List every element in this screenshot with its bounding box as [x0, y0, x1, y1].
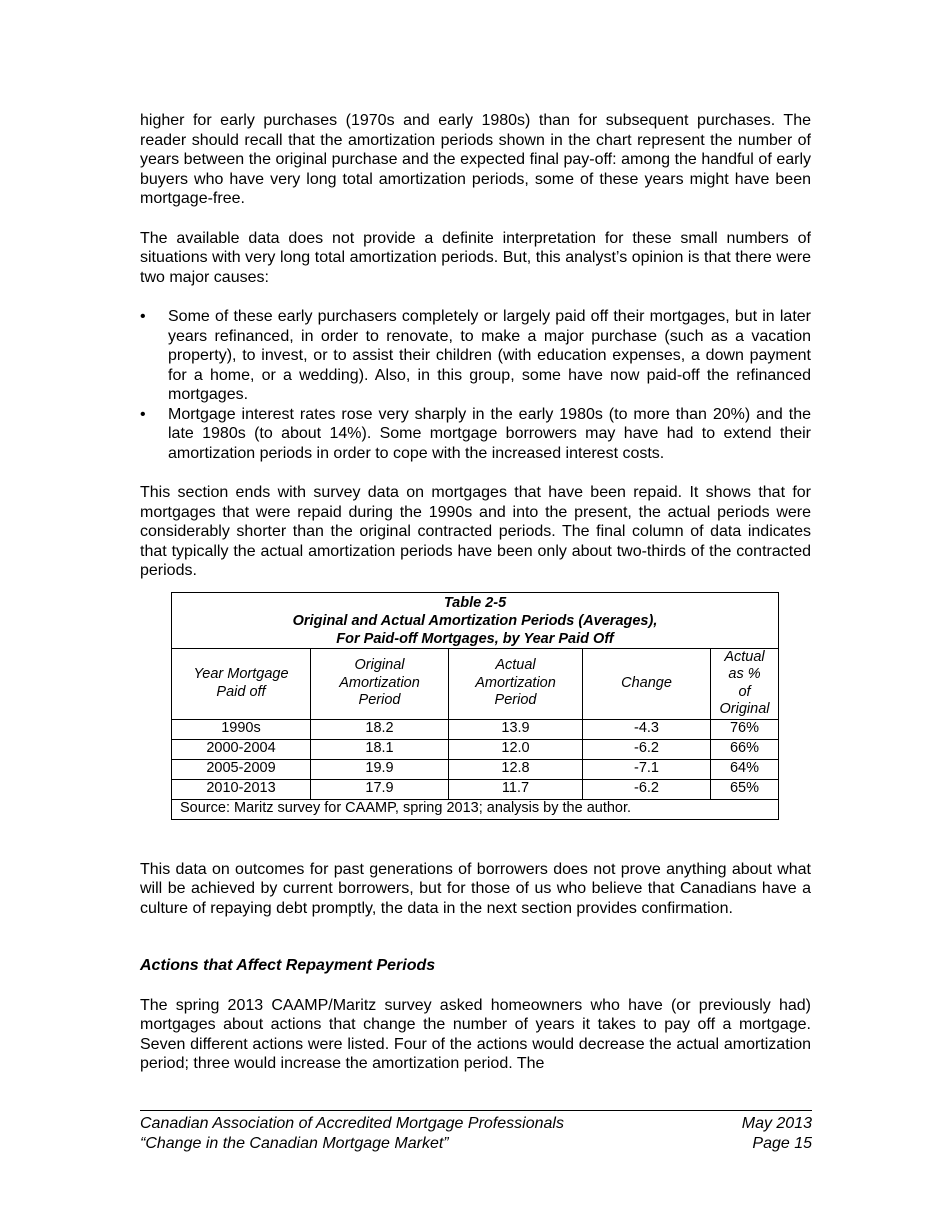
section-heading: Actions that Affect Repayment Periods	[140, 957, 436, 974]
footer-report-title: “Change in the Canadian Mortgage Market”	[140, 1134, 449, 1152]
paragraph-repaid-mortgages: This section ends with survey data on mortgages that have been repaid. It shows that for mortgages that were repaid during the 1990s and into the present, the actual periods were considerably shorter than the original contracted periods. The final column of data indicates that typically the actual amortization periods have been only about two-thirds of the contracted periods.	[140, 484, 811, 579]
column-header-original: Original Amortization Period	[311, 648, 449, 719]
cell-year: 2000-2004	[172, 739, 311, 759]
cell-year: 2010-2013	[172, 779, 311, 799]
cell-actual: 12.0	[449, 739, 583, 759]
cell-year: 1990s	[172, 719, 311, 739]
cell-original: 19.9	[311, 759, 449, 779]
table-title: Original and Actual Amortization Periods (Averages),	[292, 612, 658, 629]
cell-change: -7.1	[583, 759, 711, 779]
column-header-year: Year Mortgage Paid off	[172, 648, 311, 719]
column-header-percent: Actual as % of Original	[711, 648, 779, 719]
table-source: Source: Maritz survey for CAAMP, spring 2013; analysis by the author.	[172, 799, 779, 819]
cell-original: 18.2	[311, 719, 449, 739]
table-row	[172, 719, 779, 739]
footer-organization: Canadian Association of Accredited Mortgage Professionals	[140, 1115, 564, 1132]
cell-percent: 64%	[711, 759, 779, 779]
list-item	[140, 307, 811, 405]
causes-list	[140, 307, 811, 463]
paragraph-amortization-intro: higher for early purchases (1970s and early 1980s) than for subsequent purchases. The reader should recall that the amortization periods shown in the chart represent the number of years between the original purchase and the expected final pay-off: among the handful of early buyers who have very long total amortization periods, some of these years might have been mortgage-free.	[140, 112, 811, 207]
cell-year: 2005-2009	[172, 759, 311, 779]
table-source-row	[172, 799, 779, 819]
amortization-table-container	[171, 592, 779, 820]
cell-percent: 66%	[711, 739, 779, 759]
cell-original: 17.9	[311, 779, 449, 799]
paragraph-outcomes: This data on outcomes for past generations of borrowers does not prove anything about what will be achieved by current borrowers, but for those of us who believe that Canadians have a culture of repaying debt promptly, the data in the next section provides confirmation.	[140, 860, 811, 917]
footer-date: May 2013	[741, 1115, 812, 1132]
list-item	[140, 405, 811, 464]
cell-percent: 76%	[711, 719, 779, 739]
cell-original: 18.1	[311, 739, 449, 759]
footer-page-number: Page 15	[752, 1134, 812, 1152]
cell-percent: 65%	[711, 779, 779, 799]
table-number: Table 2-5	[443, 594, 507, 611]
bullet-icon: •	[140, 308, 146, 325]
list-item-text: Mortgage interest rates rose very sharply in the early 1980s (to more than 20%) and the late 1980s (to about 14%). Some mortgage borrowers may have had to extend their amortization periods in order to cope with the increased interest costs.	[168, 405, 811, 462]
cell-change: -6.2	[583, 739, 711, 759]
column-header-actual: Actual Amortization Period	[449, 648, 583, 719]
bullet-icon: •	[140, 405, 146, 423]
amortization-table	[171, 592, 779, 820]
table-row	[172, 739, 779, 759]
list-item-text: Some of these early purchasers completely or largely paid off their mortgages, but in later years refinanced, in order to renovate, to make a major purchase (such as a vacation property), to invest, or to assist their children (with education expenses, a down payment for a home, or a wedding). Also, in this group, some have now paid-off the refinanced mortgages.	[168, 308, 811, 403]
table-row	[172, 759, 779, 779]
cell-actual: 13.9	[449, 719, 583, 739]
cell-change: -4.3	[583, 719, 711, 739]
paragraph-survey-actions: The spring 2013 CAAMP/Maritz survey asked homeowners who have (or previously had) mortgages about actions that change the number of years it takes to pay off a mortgage. Seven different actions were listed. Four of the actions would decrease the actual amortization period; three would increase the amortization period. The	[140, 996, 811, 1072]
column-header-change: Change	[583, 648, 711, 719]
cell-actual: 12.8	[449, 759, 583, 779]
page-footer	[140, 1110, 812, 1153]
page-body	[140, 111, 811, 1074]
table-subtitle: For Paid-off Mortgages, by Year Paid Off	[336, 630, 614, 647]
table-row	[172, 779, 779, 799]
cell-actual: 11.7	[449, 779, 583, 799]
cell-change: -6.2	[583, 779, 711, 799]
paragraph-interpretation: The available data does not provide a definite interpretation for these small numbers of situations with very long total amortization periods. But, this analyst’s opinion is that there were two major causes:	[140, 229, 811, 286]
table-header-row	[172, 648, 779, 719]
table-caption	[172, 592, 779, 648]
